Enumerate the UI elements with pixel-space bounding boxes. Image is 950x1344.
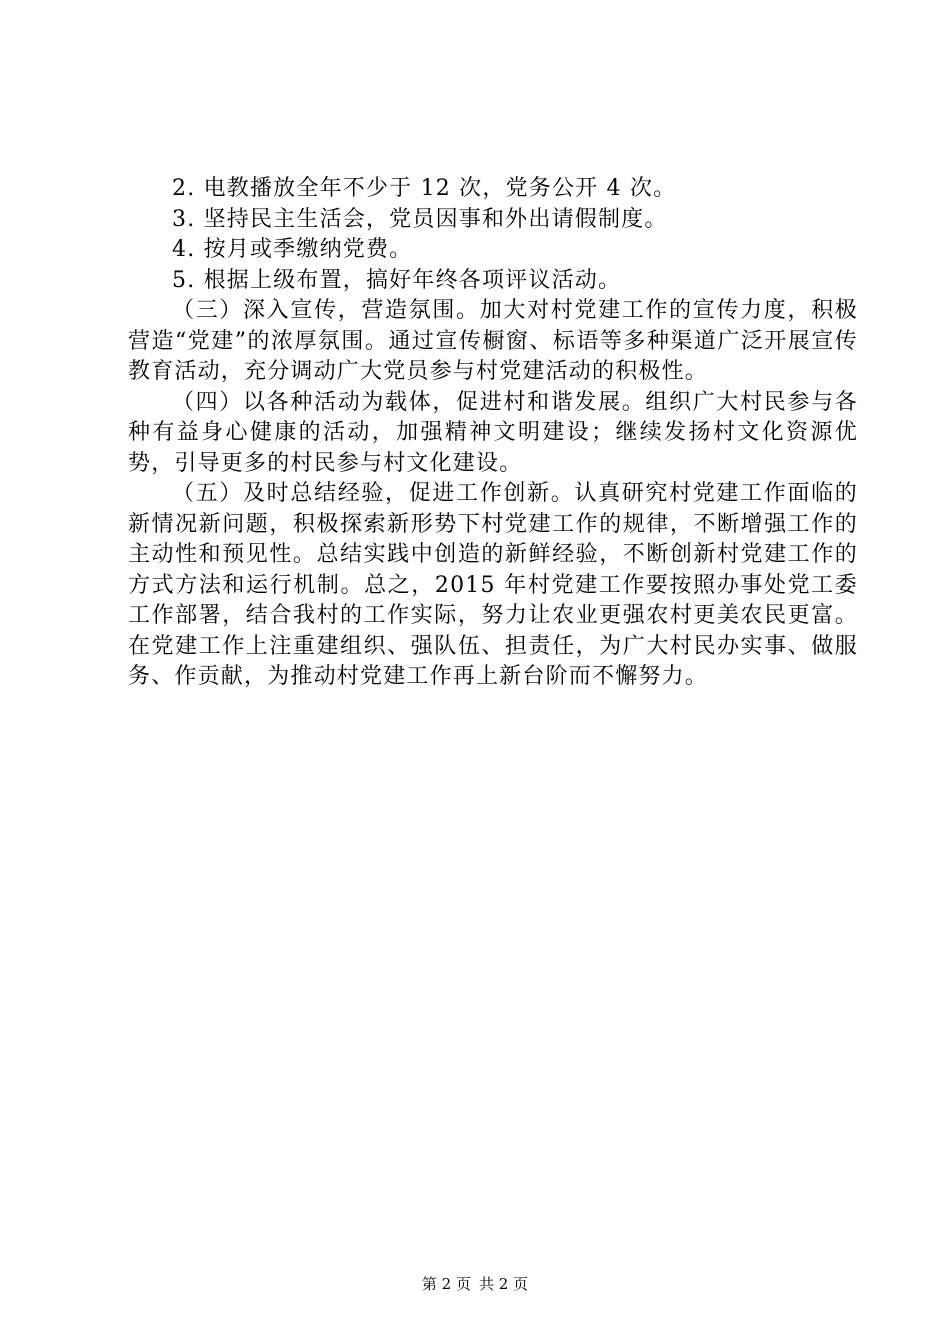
paragraph-section-3: （三）深入宣传，营造氛围。加大对村党建工作的宣传力度，积极营造“党建”的浓厚氛围。通过宣传橱窗、标语等多种渠道广泛开展宣传教育活动，充分调动广大党员参与村党建活动的积极性。 xyxy=(128,298,858,384)
list-item-4: 4. 按月或季缴纳党费。 xyxy=(172,237,413,262)
page-footer xyxy=(0,1274,950,1294)
paragraph-section-5: （五）及时总结经验，促进工作创新。认真研究村党建工作面临的新情况新问题，积极探索新形势下村党建工作的规律，不断增强工作的主动性和预见性。总结实践中创造的新鲜经验，不断创新村党建工作的方式方法和运行机制。总之，2015 年村党建工作要按照办事处党工委工作部署，结合我村的工作实际，努力让农业更强农村更美农民更富。在党建工作上注重建组织、强队伍、担责任，为广大村民办实事、做服务、作贡献，为推动村党建工作再上新台阶而不懈努力。 xyxy=(128,481,858,689)
paragraph-section-4: （四）以各种活动为载体，促进村和谐发展。组织广大村民参与各种有益身心健康的活动，加强精神文明建设；继续发扬村文化资源优势，引导更多的村民参与村文化建设。 xyxy=(128,389,858,476)
page-number-total: 共 2 页 xyxy=(479,1275,529,1293)
list-item-3: 3. 坚持民主生活会，党员因事和外出请假制度。 xyxy=(172,206,668,232)
page-number-current: 第 2 页 xyxy=(421,1275,471,1293)
list-item-5: 5. 根据上级布置，搞好年终各项评议活动。 xyxy=(172,267,622,293)
document-body xyxy=(128,174,858,693)
list-item-2: 2. 电教播放全年不少于 12 次，党务公开 4 次。 xyxy=(172,176,677,201)
